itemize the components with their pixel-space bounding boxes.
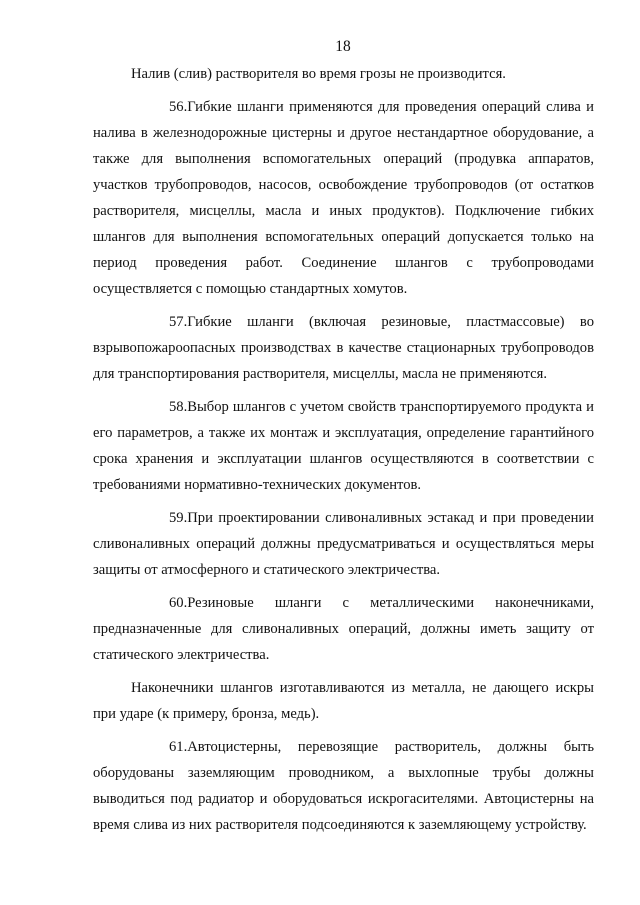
paragraph-text: Выбор шлангов с учетом свойств транспортируемого продукта и его параметров, а также их монтаж и эксплуатация, определение гарантийного срока хранения и эксплуатации шлангов осуществляются в соответствии с требованиями нормативно-технических документов. xyxy=(93,399,594,493)
paragraph-number: 60. xyxy=(169,595,188,611)
paragraph-number: 56. xyxy=(169,99,188,115)
paragraph-text: Гибкие шланги применяются для проведения операций слива и налива в железнодорожные цистерны и другое нестандартное оборудование, а также для выполнения вспомогательных операций (продувка аппаратов, участков трубопроводов, насосов, освобождение трубопроводов (от остатков растворителя, мисцеллы, масла и иных продуктов). Подключение гибких шлангов для выполнения вспомогательных операций допускается только на период проведения работ. Соединение шлангов с трубопроводами осуществляется с помощью стандартных хомутов. xyxy=(93,99,594,297)
paragraph-text: При проектировании сливоналивных эстакад и при проведении сливоналивных операций должны предусматриваться и осуществляться меры защиты от атмосферного и статического электричества. xyxy=(93,510,594,578)
paragraph-text: Налив (слив) растворителя во время грозы не производится. xyxy=(131,66,506,82)
paragraph-57 xyxy=(93,309,594,387)
paragraph-number: 58. xyxy=(169,399,188,415)
paragraph-58 xyxy=(93,394,594,498)
paragraph-number: 59. xyxy=(169,510,188,526)
paragraph-text: Резиновые шланги с металлическими наконечниками, предназначенные для сливоналивных операций, должны иметь защиту от статического электричества. xyxy=(93,595,594,663)
paragraph-number: 61. xyxy=(169,739,188,755)
paragraph-storm-rule xyxy=(93,61,594,87)
paragraph-hose-tips xyxy=(93,675,594,727)
paragraph-59 xyxy=(93,505,594,583)
page-number: 18 xyxy=(335,38,351,55)
paragraph-text: Наконечники шлангов изготавливаются из металла, не дающего искры при ударе (к примеру, бронза, медь). xyxy=(93,680,594,722)
paragraph-text: Гибкие шланги (включая резиновые, пластмассовые) во взрывопожароопасных производствах в качестве стационарных трубопроводов для транспортирования растворителя, мисцеллы, масла не применяются. xyxy=(93,314,594,382)
paragraph-60 xyxy=(93,590,594,668)
paragraph-number: 57. xyxy=(169,314,188,330)
paragraph-56 xyxy=(93,94,594,302)
document-body xyxy=(93,61,594,838)
paragraph-61 xyxy=(93,734,594,838)
paragraph-text: Автоцистерны, перевозящие растворитель, должны быть оборудованы заземляющим проводником, а выхлопные трубы должны выводиться под радиатор и оборудоваться искрогасителями. Автоцистерны на время слива из них растворителя подсоединяются к заземляющему устройству. xyxy=(93,739,594,833)
